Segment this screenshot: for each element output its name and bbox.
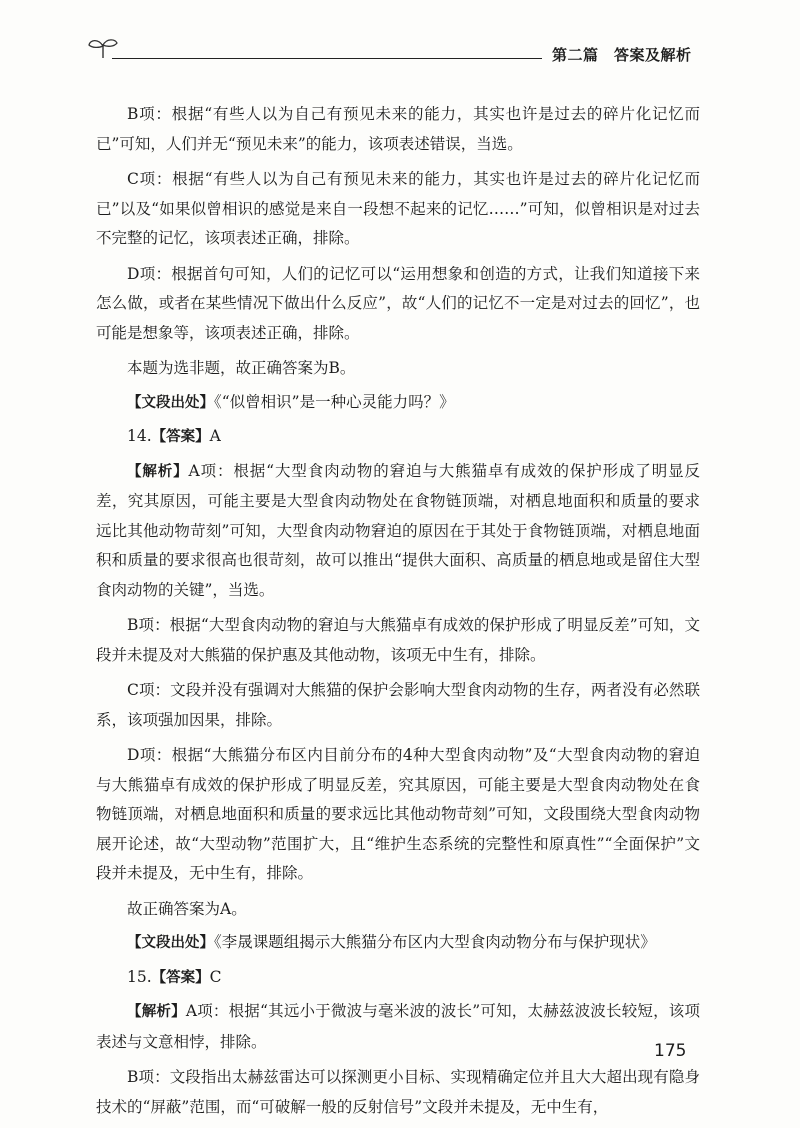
option-c-paragraph: C项：根据“有些人以为自己有预见未来的能力，其实也许是过去的碎片化记忆而已”以及“如果似曾相识的感觉是来自一段想不起来的记忆……”可知，似曾相识是对过去不完整的记忆，该项表述正确，排除。 [96,170,700,247]
source-note-13 [96,388,700,419]
section-title: 第二篇 答案及解析 [552,46,692,64]
question-15-analysis-a [96,997,700,1057]
source-note-14 [96,928,700,959]
question-14-option-b: B项：根据“大型食肉动物的窘迫与大熊猫卓有成效的保护形成了明显反差”可知，文段并未提及对大熊猫的保护惠及其他动物，该项无中生有，排除。 [96,616,700,664]
header-rule [112,58,542,59]
question-14-option-d: D项：根据“大熊猫分布区内目前分布的4种大型食肉动物”及“大型食肉动物的窘迫与大熊猫卓有成效的保护形成了明显反差，究其原因，可能主要是大型食肉动物处在食物链顶端，对栖息地面积和质量的要求远比其他动物苛刻”可知，文段围绕大型食肉动物展开论述，故“大型动物”范围扩大，且“维护生态系统的完整性和原真性”“全面保护”文段并未提及，无中生有，排除。 [96,746,700,882]
source-label: 【文段出处】 [127,394,214,411]
question-number: 14. [127,427,152,445]
answer-value: A [209,427,221,445]
option-d-paragraph: D项：根据首句可知，人们的记忆可以“运用想象和创造的方式，让我们知道接下来怎么做，或者在某些情况下做出什么反应”，故“人们的记忆不一定是对过去的回忆”，也可能是想象等，该项表述正确，排除。 [96,264,700,342]
page-content [96,100,700,1128]
question-14-analysis-a [96,457,700,606]
answer-value: C [209,967,222,986]
page-header [0,0,800,80]
source-label: 【文段出处】 [127,935,214,951]
question-14-option-c: C项：文段并没有强调对大熊猫的保护会影响大型食肉动物的生存，两者没有必然联系，该项强加因果，排除。 [96,681,700,729]
option-b-paragraph: B项：根据“有些人以为自己有预见未来的能力，其实也许是过去的碎片化记忆而已”可知，人们并无“预见未来”的能力，该项表述错误，当选。 [96,105,700,153]
analysis-text: A项：根据“其远小于微波与毫米波的波长”可知，太赫兹波波长较短，该项表述与文意相悖，排除。 [96,1002,701,1051]
sprout-icon [86,36,120,60]
page-number: 175 [654,1041,687,1061]
question-number: 15. [127,967,152,986]
answer-summary: 本题为选非题，故正确答案为B。 [127,359,356,377]
answer-label: 【答案】 [151,969,210,986]
analysis-text: A项：根据“大型食肉动物的窘迫与大熊猫卓有成效的保护形成了明显反差，究其原因，可能主要是大型食肉动物处在食物链顶端，对栖息地面积和质量的要求远比其他动物苛刻”可知，大型食肉动物窘迫的原因在于其处于食物链顶端，对栖息地面积和质量的要求很高也很苛刻，故可以推出“提供大面积、高质量的栖息地或是留住大型食肉动物的关键”，当选。 [96,461,700,599]
question-15-answer [96,963,700,994]
analysis-label: 【解析】 [127,1004,186,1020]
question-14-answer [96,422,700,453]
analysis-label: 【解析】 [127,463,189,480]
question-14-final-answer: 故正确答案为A。 [127,899,247,918]
answer-label: 【答案】 [151,429,210,445]
source-title: 《“似曾相识”是一种心灵能力吗？》 [214,392,455,411]
source-title: 《李晟课题组揭示大熊猫分布区内大型食肉动物分布与保护现状》 [214,933,656,951]
question-15-option-b: B项：文段指出太赫兹雷达可以探测更小目标、实现精确定位并且大大超出现有隐身技术的“屏蔽”范围，而“可破解一般的反射信号”文段并未提及，无中生有， [96,1068,700,1116]
